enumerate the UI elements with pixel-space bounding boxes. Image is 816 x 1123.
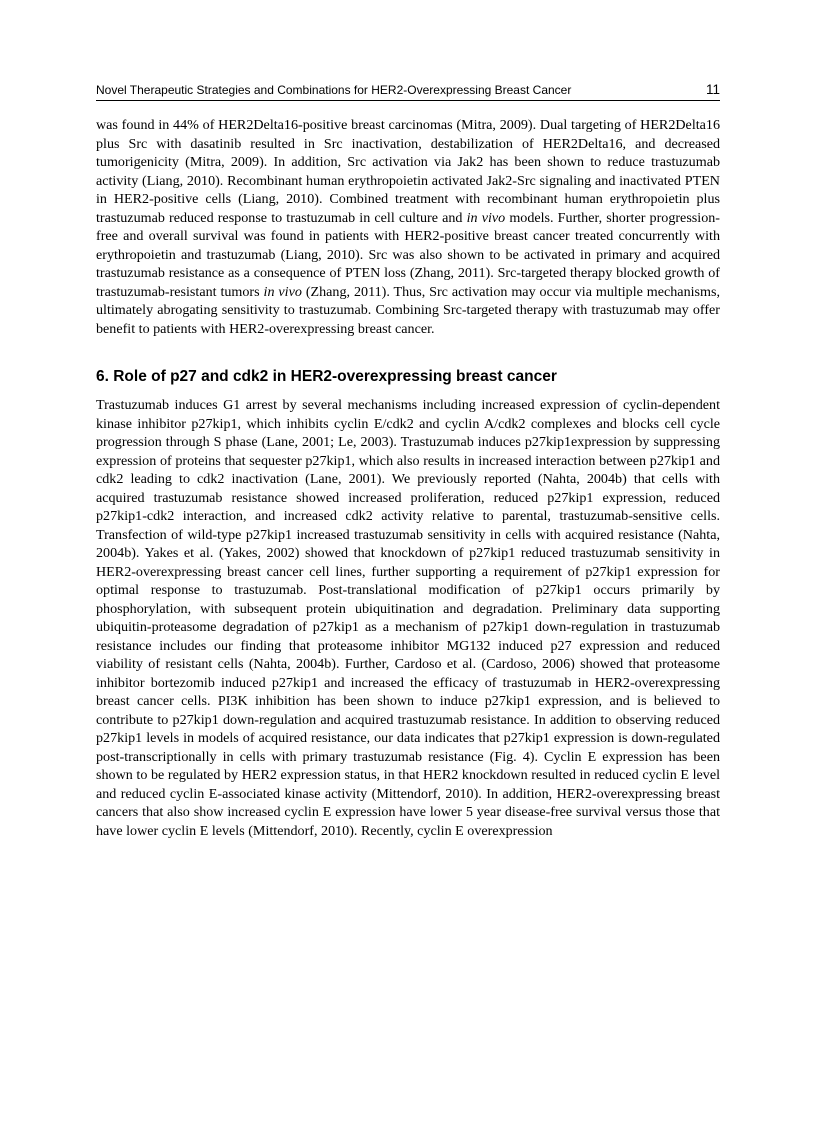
body-paragraph [96,396,720,840]
text-run: (Zhang, 2011). Thus, Src activation may occur via multiple mechanisms, ultimately abrogating sensitivity to trastuzumab. Combining Src-targeted therapy with trastuzumab may offer benefit to patients with HER2-overexpressing breast cancer. [96,283,720,337]
body-paragraph [96,116,720,338]
italic-term: in vivo [263,283,302,300]
running-header [96,80,720,101]
text-run: was found in 44% of HER2Delta16-positive breast carcinomas (Mitra, 2009). Dual targeting of HER2Delta16 plus Src with dasatinib resulted in Src inactivation, destabilization of HER2Delta16, and decreased tumorigenicity (Mitra, 2009). In addition, Src activation via Jak2 has been shown to reduce trastuzumab activity (Liang, 2010). Recombinant human erythropoietin activated Jak2-Src signaling and inactivated PTEN in HER2-positive cells (Liang, 2010). Combined treatment with recombinant human erythropoietin plus trastuzumab reduced response to trastuzumab in cell culture and [96,117,720,226]
page-number: 11 [705,82,720,97]
running-title: Novel Therapeutic Strategies and Combinations for HER2-Overexpressing Breast Cancer [96,83,572,97]
text-run: models. Further, shorter progression-free and overall survival was found in patients with HER2-positive breast cancer treated concurrently with erythropoietin and trastuzumab (Liang, 2010). Src was also shown to be activated in primary and acquired trastuzumab resistance as a consequence of PTEN loss (Zhang, 2011). Src-targeted therapy blocked growth of trastuzumab-resistant tumors [96,209,720,300]
italic-term: in vivo [466,209,506,226]
section-heading: 6. Role of p27 and cdk2 in HER2-overexpressing breast cancer [96,368,557,385]
text-run: Trastuzumab induces G1 arrest by several mechanisms including increased expression of cyclin-dependent kinase inhibitor p27kip1, which inhibits cyclin E/cdk2 and cyclin A/cdk2 complexes and blocks cell cycle progression through S phase (Lane, 2001; Le, 2003). Trastuzumab induces p27kip1expression by suppressing expression of proteins that sequester p27kip1, which also results in increased interaction between p27kip1 and cdk2 leading to cdk2 inactivation (Lane, 2001). We previously reported (Nahta, 2004b) that cells with acquired trastuzumab resistance showed increased proliferation, reduced p27kip1 expression, reduced p27kip1-cdk2 interaction, and increased cdk2 activity relative to parental, trastuzumab-sensitive cells. Transfection of wild-type p27kip1 increased trastuzumab sensitivity in cells with acquired resistance (Nahta, 2004b). Yakes et al. (Yakes, 2002) showed that knockdown of p27kip1 reduced trastuzumab sensitivity in HER2-overexpressing breast cancer cell lines, further supporting a requirement of p27kip1 expression for optimal response to trastuzumab. Post-translational modification of p27kip1 occurs primarily by phosphorylation, with subsequent protein ubiquitination and degradation. Preliminary data supporting ubiquitin-proteasome degradation of p27kip1 as a mechanism of p27kip1 down-regulation in trastuzumab resistance includes our finding that proteasome inhibitor MG132 induced p27 expression and reduced viability of resistant cells (Nahta, 2004b). Further, Cardoso et al. (Cardoso, 2006) showed that proteasome inhibitor bortezomib induced p27kip1 and increased the efficacy of trastuzumab in HER2-overexpressing breast cancer cells. PI3K inhibition has been shown to induce p27kip1 expression, and is believed to contribute to p27kip1 down-regulation and acquired trastuzumab resistance. In addition to observing reduced p27kip1 levels in models of acquired resistance, our data indicates that p27kip1 expression is down-regulated post-transcriptionally in cells with primary trastuzumab resistance (Fig. 4). Cyclin E expression has been shown to be regulated by HER2 expression status, in that HER2 knockdown resulted in reduced cyclin E level and reduced cyclin E-associated kinase activity (Mittendorf, 2010). In addition, HER2-overexpressing breast cancers that also show increased cyclin E expression have lower 5 year disease-free survival versus those that have lower cyclin E levels (Mittendorf, 2010). Recently, cyclin E overexpression [96,397,720,839]
page-body [96,116,720,840]
